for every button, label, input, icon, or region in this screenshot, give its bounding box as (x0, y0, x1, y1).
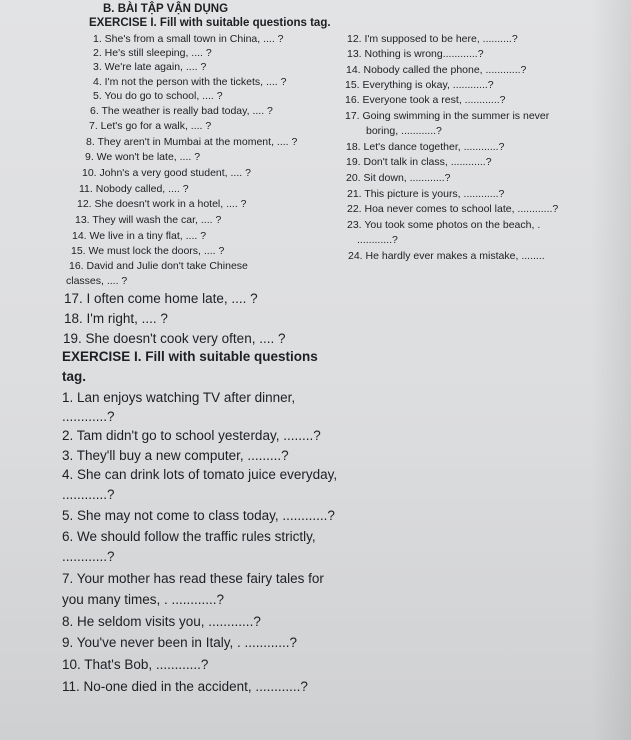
ex1-item-3: 3. We're late again, .... ? (93, 61, 207, 73)
ex1-item-11: 11. Nobody called, .... ? (79, 183, 189, 195)
ex2-item-7-cont: you many times, . ............? (62, 592, 225, 607)
ex2-item-9: 9. You've never been in Italy, . ............? (62, 635, 297, 650)
ex1-item-r23: 23. You took some photos on the beach, . (347, 219, 541, 231)
ex2-item-11: 11. No-one died in the accident, ............? (62, 679, 308, 694)
ex1-item-16: 16. David and Julie don't take Chinese (69, 260, 248, 272)
ex1-item-6: 6. The weather is really bad today, .... ? (90, 105, 273, 117)
ex1-item-r19: 19. Don't talk in class, ............? (346, 156, 492, 168)
ex2-item-1-blank: ............? (62, 409, 115, 424)
ex1-item-r21: 21. This picture is yours, ............? (347, 188, 505, 200)
ex1-item-5: 5. You do go to school, .... ? (93, 90, 223, 102)
page-shadow (591, 0, 631, 740)
ex1-item-7: 7. Let's go for a walk, .... ? (89, 120, 212, 132)
ex1-item-r22: 22. Hoa never comes to school late, ............? (347, 203, 559, 215)
ex1-item-14: 14. We live in a tiny flat, .... ? (72, 230, 207, 242)
ex1-item-1: 1. She's from a small town in China, .... ? (93, 33, 284, 45)
ex2-item-10: 10. That's Bob, ............? (62, 657, 209, 672)
ex1-item-r17-cont: boring, ............? (366, 125, 442, 137)
ex1-item-12: 12. She doesn't work in a hotel, .... ? (77, 198, 247, 210)
ex1-item-9: 9. We won't be late, .... ? (85, 151, 201, 163)
exercise-1-title: EXERCISE I. Fill with suitable questions tag. (89, 17, 331, 29)
ex1-item-r13: 13. Nothing is wrong............? (347, 48, 484, 60)
ex1-item-19: 19. She doesn't cook very often, .... ? (63, 331, 286, 346)
ex2-item-8: 8. He seldom visits you, ............? (62, 614, 261, 629)
ex1-item-10: 10. John's a very good student, .... ? (82, 167, 251, 179)
ex2-item-2: 2. Tam didn't go to school yesterday, ........? (62, 428, 321, 443)
ex1-item-18: 18. I'm right, .... ? (64, 311, 168, 326)
ex1-item-15: 15. We must lock the doors, .... ? (71, 245, 225, 257)
ex1-item-8: 8. They aren't in Mumbai at the moment, .... ? (86, 136, 298, 148)
ex1-item-r17: 17. Going swimming in the summer is never (345, 110, 550, 122)
ex2-item-5: 5. She may not come to class today, ............? (62, 508, 335, 523)
ex1-item-r12: 12. I'm supposed to be here, ..........? (347, 33, 518, 45)
exercise-2-title-cont: tag. (62, 369, 87, 384)
ex2-item-4: 4. She can drink lots of tomato juice everyday, (62, 467, 338, 482)
ex2-item-1: 1. Lan enjoys watching TV after dinner, (62, 390, 296, 405)
ex1-item-2: 2. He's still sleeping, .... ? (93, 47, 212, 59)
ex1-item-r24: 24. He hardly ever makes a mistake, ........ (348, 250, 545, 262)
ex1-item-r16: 16. Everyone took a rest, ............? (345, 94, 506, 106)
ex1-item-r15: 15. Everything is okay, ............? (345, 79, 494, 91)
section-header: B. BÀI TẬP VẬN DỤNG (103, 3, 229, 15)
ex1-item-13: 13. They will wash the car, .... ? (75, 214, 222, 226)
ex1-item-4: 4. I'm not the person with the tickets, .... ? (93, 76, 287, 88)
ex2-item-6: 6. We should follow the traffic rules strictly, (62, 529, 316, 544)
ex2-item-4-blank: ............? (62, 487, 115, 502)
ex1-item-r14: 14. Nobody called the phone, ............? (346, 64, 527, 76)
ex2-item-7: 7. Your mother has read these fairy tales for (62, 571, 324, 586)
ex1-item-16-cont: classes, .... ? (66, 275, 128, 287)
ex1-item-17: 17. I often come home late, .... ? (64, 291, 258, 306)
exercise-2-title: EXERCISE I. Fill with suitable questions (62, 349, 318, 364)
ex1-item-r20: 20. Sit down, ............? (346, 172, 451, 184)
ex2-item-6-blank: ............? (62, 549, 115, 564)
ex1-item-r18: 18. Let's dance together, ............? (346, 141, 505, 153)
ex2-item-3: 3. They'll buy a new computer, .........? (62, 448, 289, 463)
ex1-item-r23-cont: ............? (357, 234, 398, 246)
